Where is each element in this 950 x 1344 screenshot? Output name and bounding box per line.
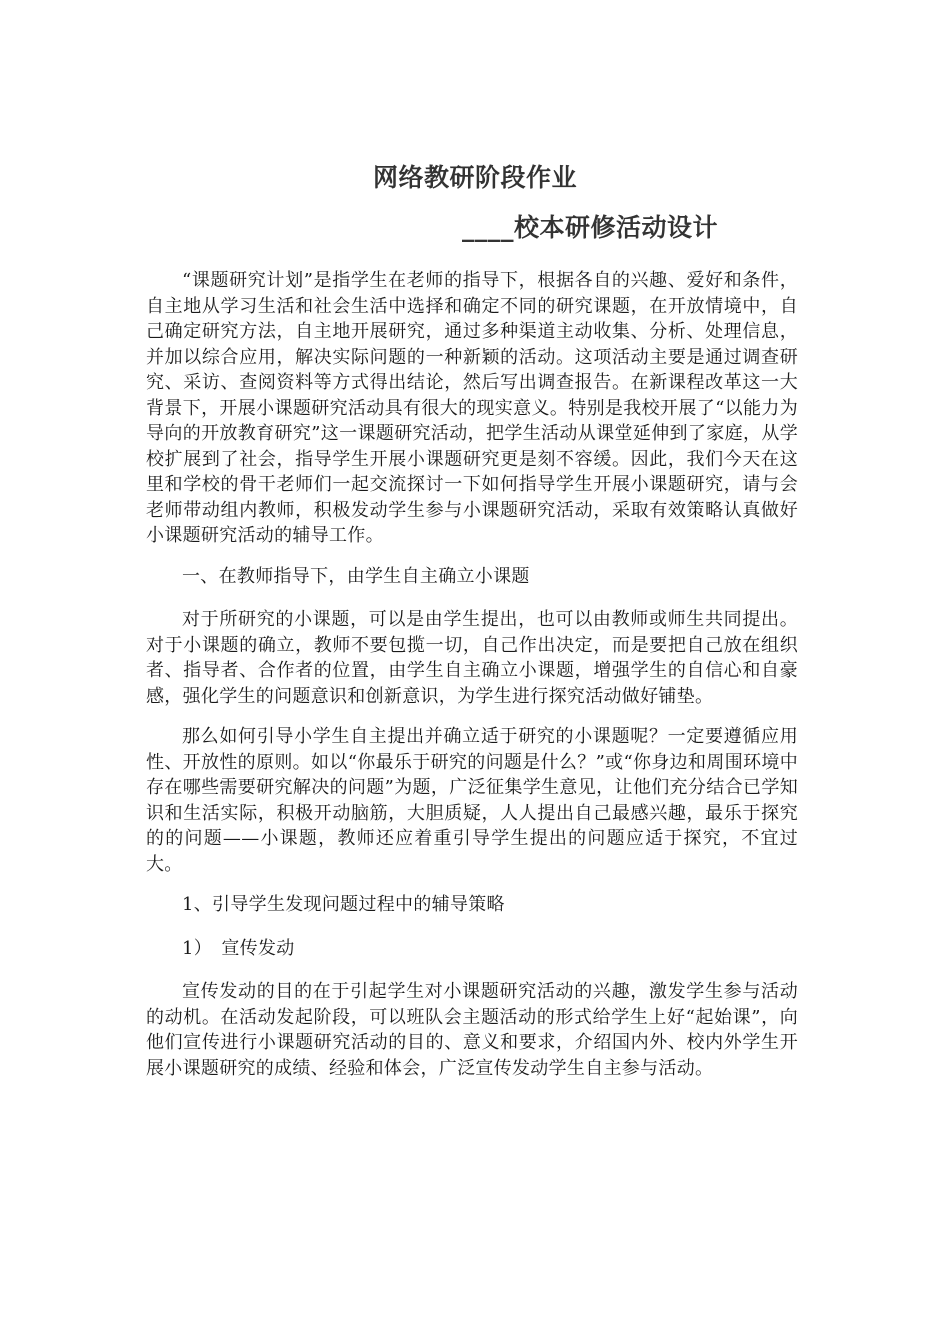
subsection-item-heading: 1） 宣传发动: [182, 937, 295, 959]
body-paragraph: 那么如何引导小学生自主提出并确立适于研究的小课题呢？一定要遵循应用性、开放性的原则。如以“你最乐于研究的问题是什么？”或“你身边和周围环境中存在哪些需要研究解决的问题”为题，广泛征集学生意见，让他们充分结合已学知识和生活实际，积极开动脑筋，大胆质疑，人人提出自己最感兴趣，最乐于探究的的问题——小课题，教师还应着重引导学生提出的问题应适于探究，不宜过大。: [146, 726, 798, 875]
document-title: 网络教研阶段作业: [372, 163, 577, 192]
subsection-heading: 1、引导学生发现问题过程中的辅导策略: [182, 894, 505, 915]
body-paragraph: 宣传发动的目的在于引起学生对小课题研究活动的兴趣，激发学生参与活动的动机。在活动发起阶段，可以班队会主题活动的形式给学生上好“起始课”，向他们宣传进行小课题研究活动的目的、意义和要求，介绍国内外、校内外学生开展小课题研究的成绩、经验和体会，广泛宣传发动学生自主参与活动。: [146, 981, 798, 1079]
body-paragraph: 对于所研究的小课题，可以是由学生提出，也可以由教师或师生共同提出。对于小课题的确立，教师不要包揽一切，自己作出决定，而是要把自己放在组织者、指导者、合作者的位置，由学生自主确立小课题，增强学生的自信心和自豪感，强化学生的问题意识和创新意识，为学生进行探究活动做好铺垫。: [146, 609, 798, 707]
document-subtitle: ____校本研修活动设计: [462, 213, 719, 242]
section-heading: 一、在教师指导下，由学生自主确立小课题: [182, 565, 530, 587]
document-body: [146, 268, 798, 1096]
intro-paragraph: “课题研究计划”是指学生在老师的指导下，根据各自的兴趣、爱好和条件，自主地从学习生活和社会生活中选择和确定不同的研究课题，在开放情境中，自己确定研究方法，自主地开展研究，通过多种渠道主动收集、分析、处理信息，并加以综合应用，解决实际问题的一种新颖的活动。这项活动主要是通过调查研究、采访、查阅资料等方式得出结论，然后写出调查报告。在新课程改革这一大背景下，开展小课题研究活动具有很大的现实意义。特别是我校开展了“以能力为导向的开放教育研究”这一课题研究活动，把学生活动从课堂延伸到了家庭，从学校扩展到了社会，指导学生开展小课题研究更是刻不容缓。因此，我们今天在这里和学校的骨干老师们一起交流探讨一下如何指导学生开展小课题研究，请与会老师带动组内教师，积极发动学生参与小课题研究活动，采取有效策略认真做好小课题研究活动的辅导工作。: [146, 270, 798, 546]
